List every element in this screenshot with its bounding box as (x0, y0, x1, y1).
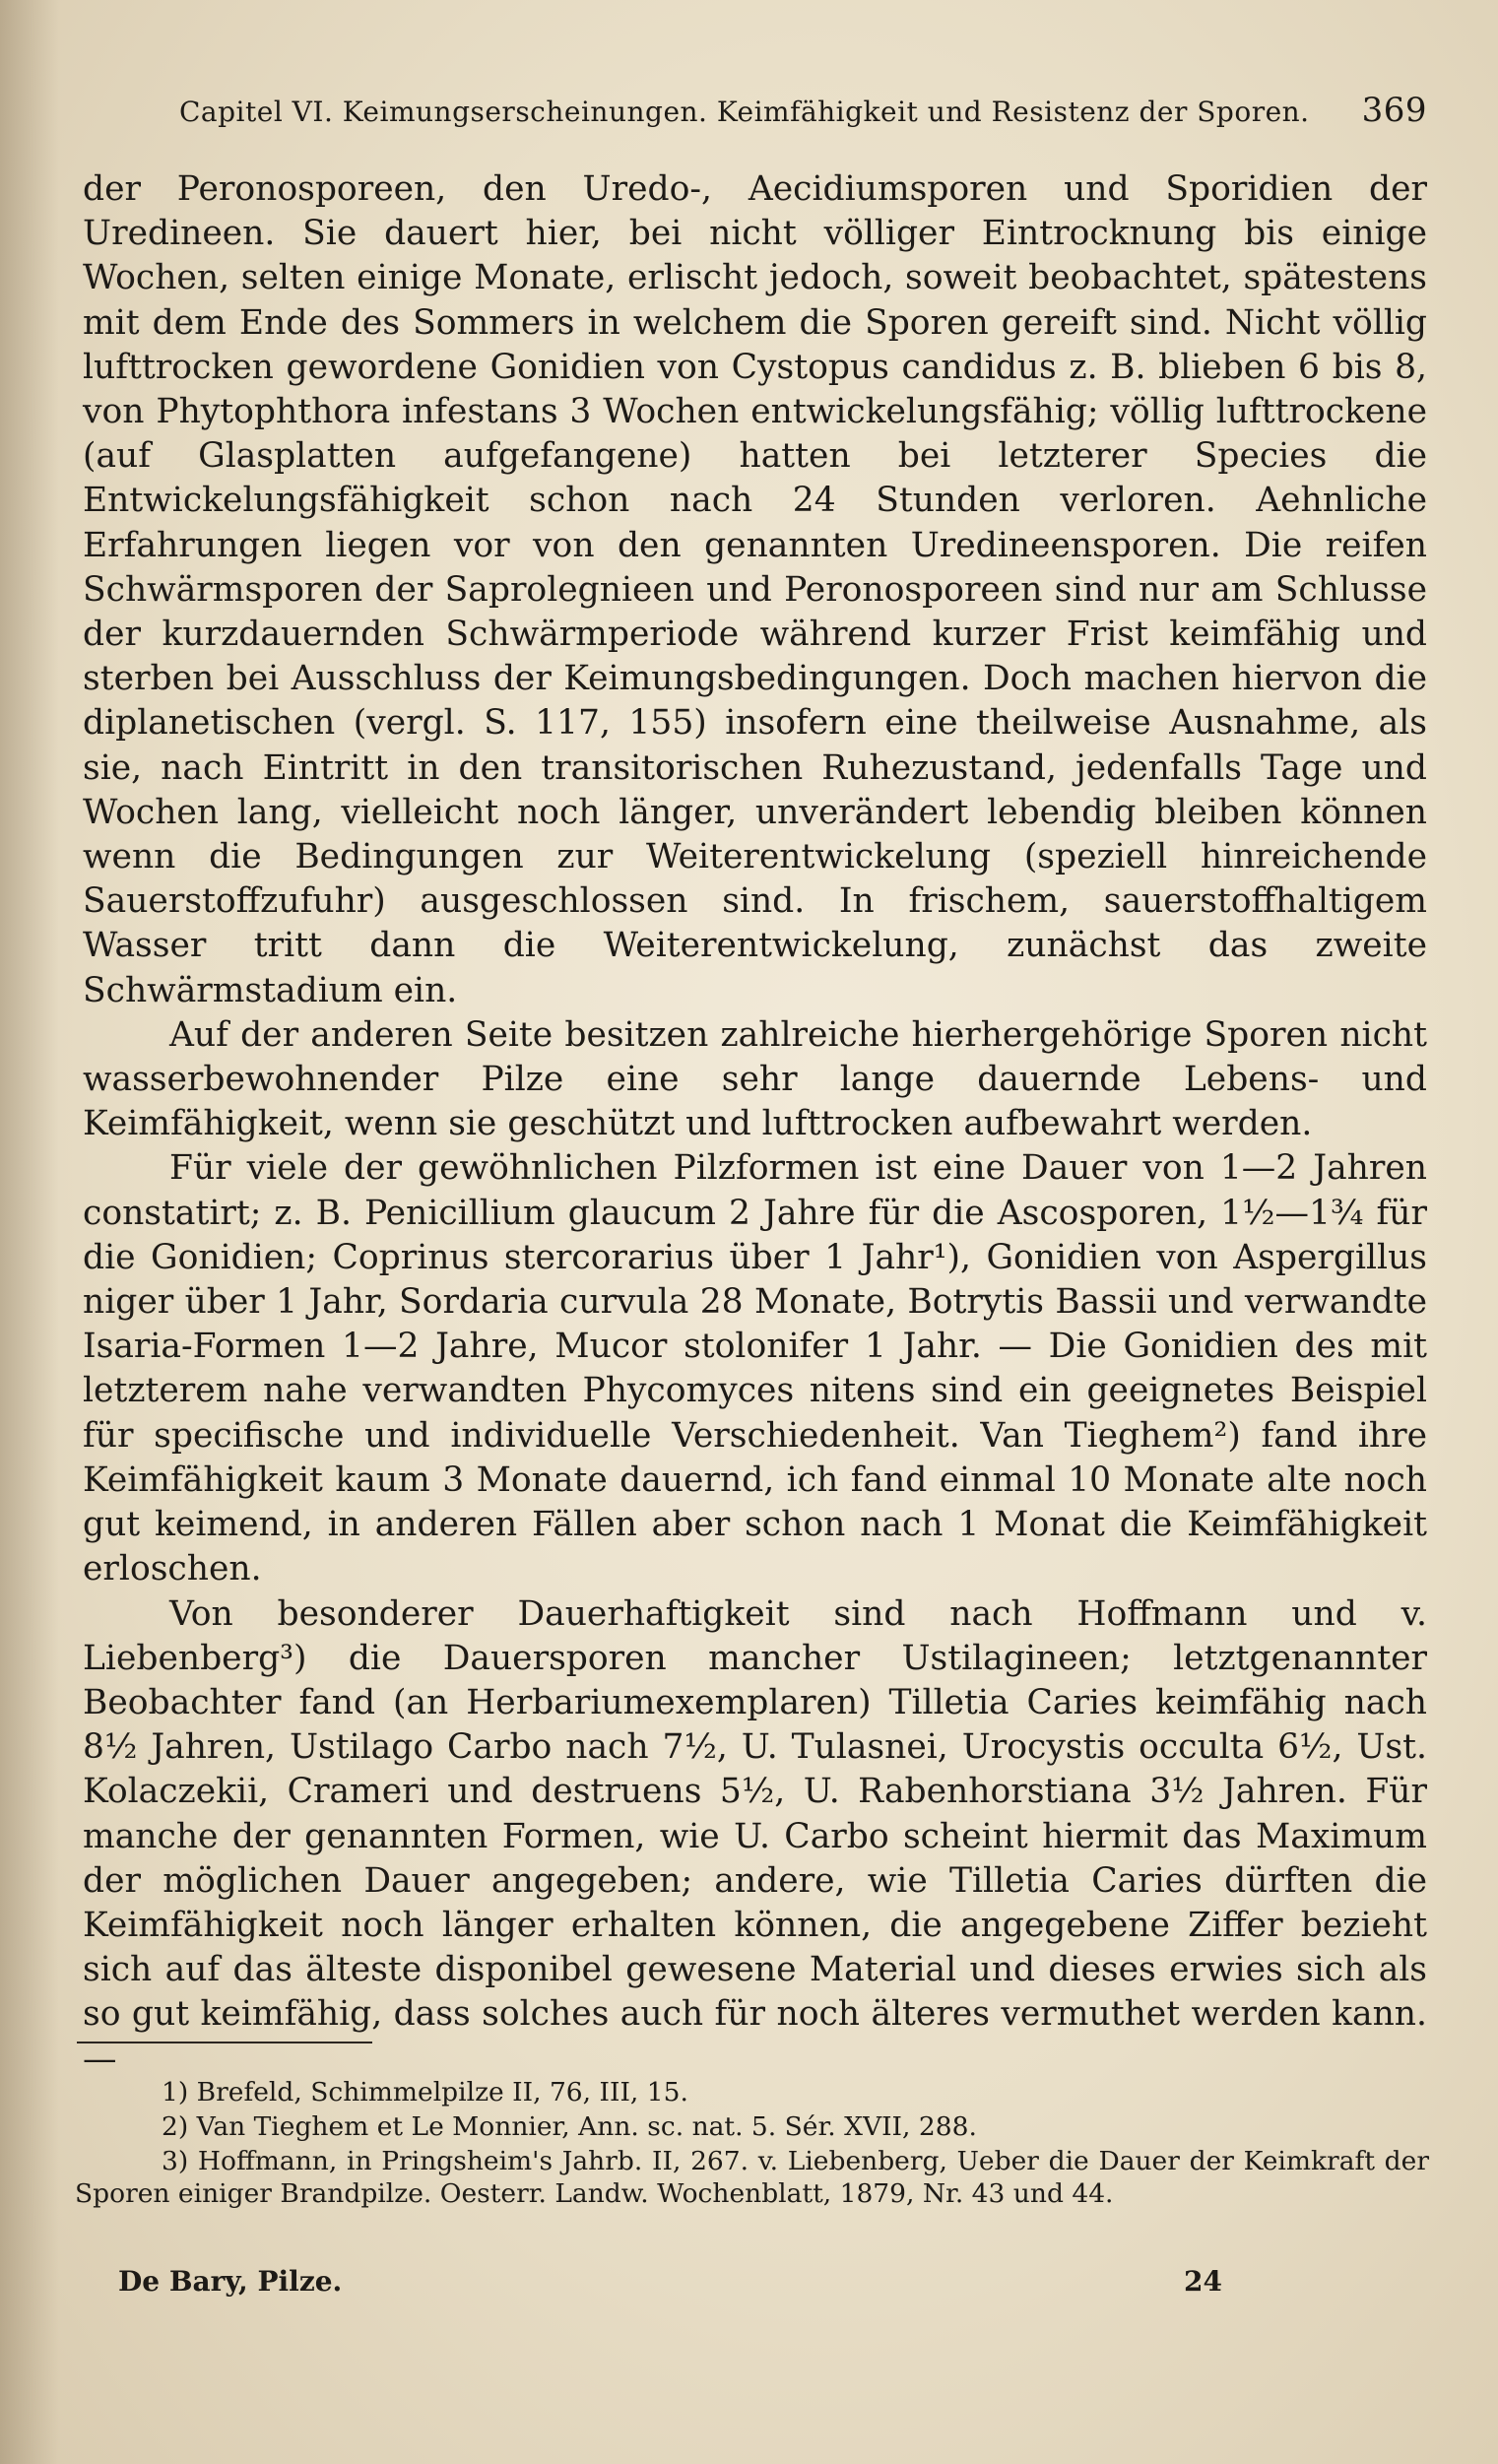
paragraph: Von besonderer Dauerhaftigkeit sind nach Hoffmann und v. Liebenberg³) die Dauersporen mancher Ustilagineen; letztgenannter Beobachter fand (an Herbariumexemplaren) Tilletia Caries keimfähig nach 8½ Jahren, Ustilago Carbo nach 7½, U. Tulasnei, Urocystis occulta 6½, Ust. Kolaczekii, Crameri und destruens 5½, U. Rabenhorstiana 3½ Jahren. Für manche der genannten Formen, wie U. Carbo scheint hiermit das Maximum der möglichen Dauer angegeben; andere, wie Tilletia Caries dürften die Keimfähigkeit noch länger erhalten können, die angegebene Ziffer bezieht sich auf das älteste disponibel gewesene Material und dieses erwies sich als so gut keimfähig, dass solches auch für noch älteres vermuthet werden kann. — (83, 1593, 1427, 2079)
paragraph: Auf der anderen Seite besitzen zahlreiche hierhergehörige Sporen nicht wasserbewohnender Pilze eine sehr lange dauernde Lebens- und Keimfähigkeit, wenn sie geschützt und lufttrocken aufbewahrt werden. (83, 1014, 1427, 1144)
sheet-number: 24 (1184, 2265, 1222, 2298)
running-header (179, 91, 1427, 150)
footnote-divider (77, 2042, 372, 2043)
page-gutter-shadow (0, 0, 59, 2464)
page-number: 369 (1361, 91, 1427, 130)
paragraph: Für viele der gewöhnlichen Pilzformen ist eine Dauer von 1—2 Jahren constatirt; z. B. Penicillium glaucum 2 Jahre für die Ascosporen, 1½—1¾ für die Gonidien; Coprinus stercorarius über 1 Jahr¹), Gonidien von Aspergillus niger über 1 Jahr, Sordaria curvula 28 Monate, Botrytis Bassii und verwandte Isaria-Formen 1—2 Jahre, Mucor stolonifer 1 Jahr. — Die Gonidien des mit letzterem nahe verwandten Phycomyces nitens sind ein geeignetes Beispiel für specifische und individuelle Verschiedenheit. Van Tieghem²) fand ihre Keimfähigkeit kaum 3 Monate dauernd, ich fand einmal 10 Monate alte noch gut keimend, in anderen Fällen aber schon nach 1 Monat die Keimfähigkeit erloschen. (83, 1148, 1427, 1589)
paragraph: der Peronosporeen, den Uredo-, Aecidiumsporen und Sporidien der Uredineen. Sie dauert hier, bei nicht völliger Eintrocknung bis einige Wochen, selten einige Monate, erlischt jedoch, soweit beobachtet, spätestens mit dem Ende des Sommers in welchem die Sporen gereift sind. Nicht völlig lufttrocken gewordene Gonidien von Cystopus candidus z. B. blieben 6 bis 8, von Phytophthora infestans 3 Wochen entwickelungsfähig; völlig lufttrockene (auf Glasplatten aufgefangene) hatten bei letzterer Species die Entwickelungsfähigkeit schon nach 24 Stunden verloren. Aehnliche Erfahrungen liegen vor von den genannten Uredineensporen. Die reifen Schwärmsporen der Saprolegnieen und Peronosporeen sind nur am Schlusse der kurzdauernden Schwärmperiode während kurzer Frist keimfähig und sterben bei Ausschluss der Keimungsbedingungen. Doch machen hiervon die diplanetischen (vergl. S. 117, 155) insofern eine theilweise Ausnahme, als sie, nach Eintritt in den transitorischen Ruhezustand, jedenfalls Tage und Wochen lang, vielleicht noch länger, unverändert lebendig bleiben können wenn die Bedingungen zur Weiterentwickelung (speziell hinreichende Sauerstoffzufuhr) ausgeschlossen sind. In frischem, sauerstoffhaltigem Wasser tritt dann die Weiterentwickelung, zunächst das zweite Schwärmstadium ein. (83, 169, 1427, 1010)
signature-mark: De Bary, Pilze. (118, 2265, 343, 2298)
running-title: Capitel VI. Keimungserscheinungen. Keimfähigkeit und Resistenz der Sporen. (179, 96, 1310, 128)
footnote: 1) Brefeld, Schimmelpilze II, 76, III, 15. (162, 2077, 688, 2107)
page-footer (118, 2265, 1222, 2298)
footnote: 3) Hoffmann, in Pringsheim's Jahrb. II, 267. v. Liebenberg, Ueber die Dauer der Keimkraft der Sporen einiger Brandpilze. Oesterr. Landw. Wochenblatt, 1879, Nr. 43 und 44. (75, 2146, 1429, 2209)
footnote: 2) Van Tieghem et Le Monnier, Ann. sc. nat. 5. Sér. XVII, 288. (162, 2111, 977, 2142)
footnotes (75, 2076, 1429, 2212)
body-text (83, 167, 1427, 2082)
